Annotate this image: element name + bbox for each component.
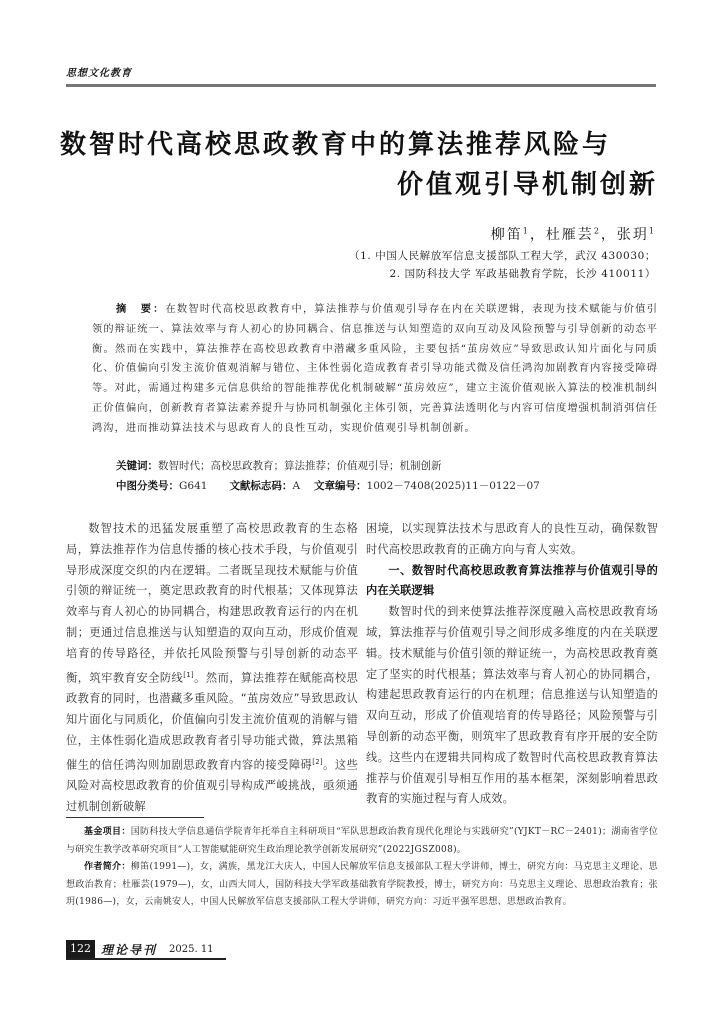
title-line-1: 数智时代高校思政教育中的算法推荐风险与 [60,130,612,160]
section-heading: 一、数智时代高校思政教育算法推荐与价值观引导的内在关联逻辑 [366,563,658,598]
doc-code-label: 文献标志码： [229,480,293,492]
author-affil-mark: 1 [522,226,530,236]
keywords-text: 数智时代；高校思政教育；算法推荐；价值观引导；机制创新 [158,460,442,472]
author-bio-note [66,859,658,912]
clc-value: G641 [179,480,208,492]
fund-label: 基金项目： [84,827,131,837]
footnotes [66,824,658,912]
affiliation-1: （1. 中国人民解放军信息支援部队工程大学，武汉 430030； [349,250,656,262]
body-text: 。然而，算法推荐在赋能高校思政教育的同时，也潜藏多重风险。“茧房效应”导致思政认知片面化与同质化，价值偏向引发主流价值观的消解与错位，主体性弱化造成思政教育者引导功能式微，算法黑箱催生的信任鸿沟则加剧思政教育内容的接受障碍 [66,671,358,772]
abstract-label: 摘 要： [116,304,166,315]
body-paragraph: 数智时代的到来使算法推荐深度融入高校思政教育场域，算法推荐与价值观引导之间形成多维度的内在关联逻辑。技术赋能与价值引领的辩证统一，为高校思政教育奠定了坚实的时代根基；算法效率与育人初心的协同耦合，构建起思政教育运行的内在机理；信息推送与认知塑造的双向互动，形成了价值观培育的传导路径；风险预警与引导创新的动态平衡，则筑牢了思政教育有序开展的安全防线。这些内在逻辑共同构成了数智时代高校思政教育算法推荐与价值观引导相互作用的基本框架，深刻影响着思政教育的实施过程与育人成效。 [366,605,658,806]
article-no-value: 1002－7408(2025)11－0122－07 [366,480,540,492]
bio-text: 柳笛(1991—)，女，满族，黑龙江大庆人，中国人民解放军信息支援部队工程大学讲师，博士，研究方向：马克思主义理论、思想政治教育；杜雁芸(1979—)，女，山西大同人，国防科技大学军政基础教育学院教授，博士，研究方向：马克思主义理论、思想政治教育；张玥(1986—)，女，云南姚安人，中国人民解放军信息支援部队工程大学讲师，研究方向：习近平强军思想、思想政治教育。 [66,862,658,907]
running-head-section: 思想文化教育 [66,68,132,79]
fund-note [66,824,658,859]
author-list: 柳笛$^1$，杜雁芸$^2$，张玥$^1$ [490,226,656,243]
body-paragraph-continued: 困境，以实现算法技术与思政育人的良性互动，确保数智时代高校思政教育的正确方向与育人实效。 [366,522,658,556]
keywords [116,458,442,473]
author-affil-mark: 2 [593,226,601,236]
title-line-2: 价值观引导机制创新 [396,170,658,200]
citation-ref-2[interactable]: [2] [312,757,323,766]
body-text: 。这些风险对高校思政教育的价值观引导构成严峻挑战，亟须通过机制创新破解 [66,758,358,813]
fund-text: 国防科技大学信息通信学院青年托举自主科研项目“军队思想政治教育现代化理论与实践研究”(YJKT－RC－2401)；湖南省学位与研究生教学改革研究项目“人工智能赋能研究生政治理论教学创新发展研究”(2022JGSZ008)。 [66,827,658,855]
journal-name: 理论导刊 [101,942,158,957]
citation-ref-1[interactable]: [1] [183,670,194,679]
body-column-left [66,519,358,818]
classification-line [116,478,540,493]
abstract [92,300,658,439]
footnote-rule [66,817,204,818]
clc-label: 中图分类号： [116,480,179,492]
author-affil-mark: 1 [648,226,656,236]
body-paragraph [66,519,358,818]
bio-label: 作者简介： [84,862,131,872]
page-number: 122 [66,940,95,958]
issue-number: 2025. 11 [169,943,214,955]
doc-code-value: A [292,480,301,492]
body-column-right [366,519,658,810]
author-name: 柳笛 [490,227,523,243]
header-rule [66,84,656,87]
article-title [60,125,658,205]
article-no-label: 文章编号： [314,480,367,492]
abstract-text: 在数智时代高校思政教育中，算法推荐与价值观引导存在内在关联逻辑，表现为技术赋能与价值引领的辩证统一、算法效率与育人初心的协同耦合、信息推送与认知塑造的双向互动及风险预警与引导创新的动态平衡。然而在实践中，算法推荐在高校思政教育中潜藏多重风险，主要包括“茧房效应”导致思政认知片面化与同质化、价值偏向引发主流价值观消解与错位、主体性弱化造成教育者引导功能式微及信任鸿沟加剧教育内容接受障碍等。对此，需通过构建多元信息供给的智能推荐优化机制破解“茧房效应”，建立主流价值观嵌入算法的校准机制纠正价值偏向，创新教育者算法素养提升与协同机制强化主体引领，完善算法透明化与内容可信度增强机制消弭信任鸿沟，进而推动算法技术与思政育人的良性互动，实现价值观引导机制创新。 [92,304,658,434]
author-name: 杜雁芸 [545,227,594,243]
affiliation-2: 2. 国防科技大学 军政基础教育学院，长沙 410011） [389,268,656,280]
keywords-label: 关键词： [116,460,158,472]
body-text: 数智技术的迅猛发展重塑了高校思政教育的生态格局，算法推荐作为信息传播的核心技术手段，与价值观引导形成深度交织的内在逻辑。二者既呈现技术赋能与价值引领的辩证统一，奠定思政教育的时代根基；又体现算法效率与育人初心的协同耦合，构建思政教育运行的内在机制；更通过信息推送与认知塑造的双向互动，形成价值观培育的传导路径，并依托风险预警与引导创新的动态平衡，筑牢教育安全防线 [66,522,358,685]
author-name: 张玥 [616,227,649,243]
page-footer [66,940,226,960]
